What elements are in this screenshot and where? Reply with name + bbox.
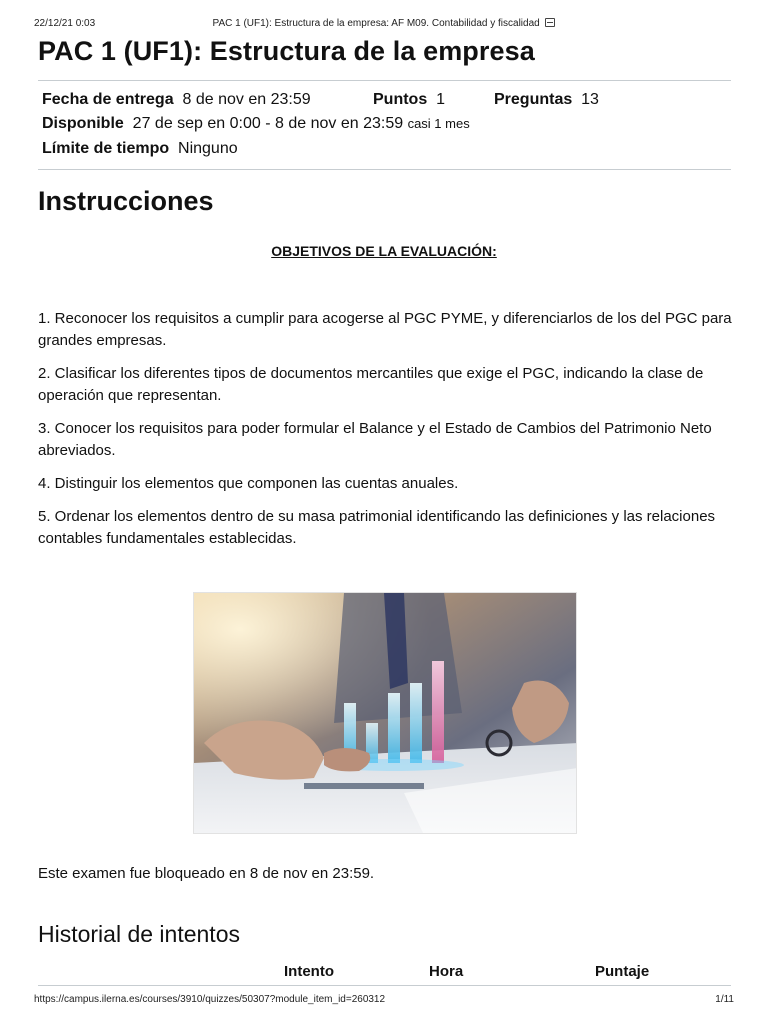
time-limit-value: Ninguno bbox=[178, 140, 238, 157]
questions-item bbox=[494, 91, 599, 109]
time-limit-label: Límite de tiempo bbox=[42, 140, 170, 157]
attempt-history-title: Historial de intentos bbox=[38, 921, 240, 947]
attempt-history-header bbox=[38, 963, 731, 985]
due-date-label: Fecha de entrega bbox=[42, 91, 174, 108]
page-url: https://campus.ilerna.es/courses/3910/quizzes/50307?module_item_id=260312 bbox=[34, 994, 386, 1005]
print-footer bbox=[34, 994, 734, 1008]
objective-item: 4. Distinguir los elementos que componen las cuentas anuales. bbox=[38, 475, 459, 492]
print-document-title-text: PAC 1 (UF1): Estructura de la empresa: AF M09. Contabilidad y fiscalidad bbox=[212, 18, 540, 29]
quiz-meta-row-1 bbox=[42, 91, 732, 111]
objective-item: 2. Clasificar los diferentes tipos de documentos mercantiles que exige el PGC, indicando la clase de operación que representan. bbox=[38, 365, 704, 404]
questions-value: 13 bbox=[581, 91, 599, 108]
points-item bbox=[373, 91, 445, 109]
page-title: PAC 1 (UF1): Estructura de la empresa bbox=[38, 36, 535, 66]
column-header-attempt: Intento bbox=[284, 963, 334, 980]
column-header-time: Hora bbox=[429, 963, 464, 980]
points-value: 1 bbox=[436, 91, 446, 108]
print-date: 22/12/21 0:03 bbox=[34, 18, 96, 29]
objective-item: 3. Conocer los requisitos para poder formular el Balance y el Estado de Cambios del Patrimonio Neto abreviados. bbox=[38, 420, 712, 459]
available-label: Disponible bbox=[42, 115, 124, 132]
objective-item: 1. Reconocer los requisitos a cumplir para acogerse al PGC PYME, y diferenciarlos de los del PGC para grandes empresas. bbox=[38, 310, 732, 349]
points-label: Puntos bbox=[373, 91, 428, 108]
quiz-meta-row-3 bbox=[42, 140, 238, 158]
business-charts-illustration bbox=[193, 592, 577, 834]
calculator-icon bbox=[545, 18, 555, 27]
objective-item: 5. Ordenar los elementos dentro de su masa patrimonial identificando las definiciones y las relaciones contables fundamentales establecidas. bbox=[38, 508, 716, 547]
available-note: casi 1 mes bbox=[407, 116, 470, 131]
due-date-item bbox=[42, 91, 311, 109]
instructions-title: Instrucciones bbox=[38, 186, 214, 216]
available-value: 27 de sep en 0:00 - 8 de nov en 23:59 bbox=[132, 115, 404, 132]
quiz-meta-row-2 bbox=[42, 115, 470, 133]
divider-bottom bbox=[38, 169, 731, 170]
page-number: 1/11 bbox=[715, 994, 734, 1005]
objectives-heading: OBJETIVOS DE LA EVALUACIÓN: bbox=[271, 243, 497, 259]
questions-label: Preguntas bbox=[494, 91, 573, 108]
locked-notice: Este examen fue bloqueado en 8 de nov en 23:59. bbox=[38, 865, 375, 882]
table-divider bbox=[38, 985, 731, 986]
divider-top bbox=[38, 80, 731, 81]
print-header bbox=[34, 18, 734, 32]
objectives-list bbox=[38, 308, 732, 561]
column-header-score: Puntaje bbox=[595, 963, 650, 980]
print-document-title bbox=[34, 18, 734, 29]
due-date-value: 8 de nov en 23:59 bbox=[182, 91, 311, 108]
